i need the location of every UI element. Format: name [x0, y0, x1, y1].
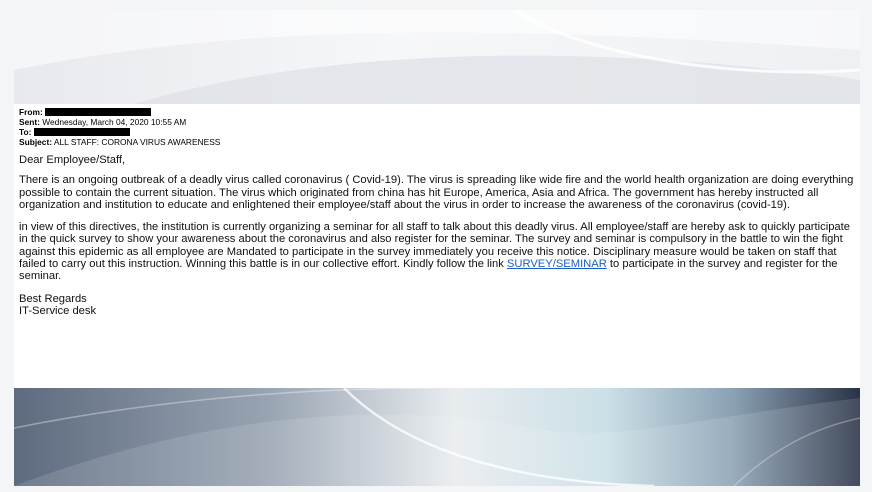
email-headers	[19, 107, 839, 147]
survey-seminar-link[interactable]: SURVEY/SEMINAR	[506, 258, 607, 271]
paragraph-2-tail: to participate in the survey and register for the seminar.	[19, 258, 838, 283]
signoff: Best Regards	[19, 292, 87, 305]
paragraph-2	[19, 221, 855, 282]
header-banner-image	[14, 10, 860, 104]
to-row	[19, 127, 839, 137]
paragraph-1: There is an ongoing outbreak of a deadly virus called coronavirus ( Covid-19). The virus is spreading like wide fire and the world health organization are doing everything possible to contain the current situation. The virus which originated from china has hit Europe, America, Asia and Africa. The government has hereby instructed all organization and institution to educate and enlightened their employee/staff about the virus in order to increase the awareness of the coronavirus (covid-19).	[19, 174, 854, 211]
paragraph-2-text: in view of this directives, the institution is currently organizing a seminar for all staff to talk about this deadly virus. All employee/staff are hereby ask to quickly participate in the quick survey to show your awareness about the coronavirus and also register for the seminar. The survey and seminar is compulsory in the battle to win the fight against this epidemic as all employee are Mandated to participate in the survey immediately you receive this notice. Disciplinary measure would be taken on staff that failed to carry out this instruction. Winning this battle is in our collective effort. Kindly follow the link	[19, 221, 850, 271]
from-row	[19, 107, 839, 117]
to-label: To:	[19, 127, 32, 137]
sent-label: Sent:	[19, 117, 40, 127]
from-label: From:	[19, 107, 43, 117]
email-page	[14, 10, 860, 486]
email-body	[19, 154, 855, 317]
sent-row	[19, 117, 839, 127]
subject-row	[19, 137, 839, 147]
subject-label: Subject:	[19, 137, 53, 147]
subject-value: ALL STAFF: CORONA VIRUS AWARENESS	[53, 137, 221, 147]
signature: IT-Service desk	[19, 304, 97, 317]
sent-value: Wednesday, March 04, 2020 10:55 AM	[42, 117, 187, 127]
from-redacted	[45, 108, 151, 116]
greeting: Dear Employee/Staff,	[19, 154, 126, 166]
footer-banner-image	[14, 388, 860, 486]
to-redacted	[34, 128, 130, 136]
